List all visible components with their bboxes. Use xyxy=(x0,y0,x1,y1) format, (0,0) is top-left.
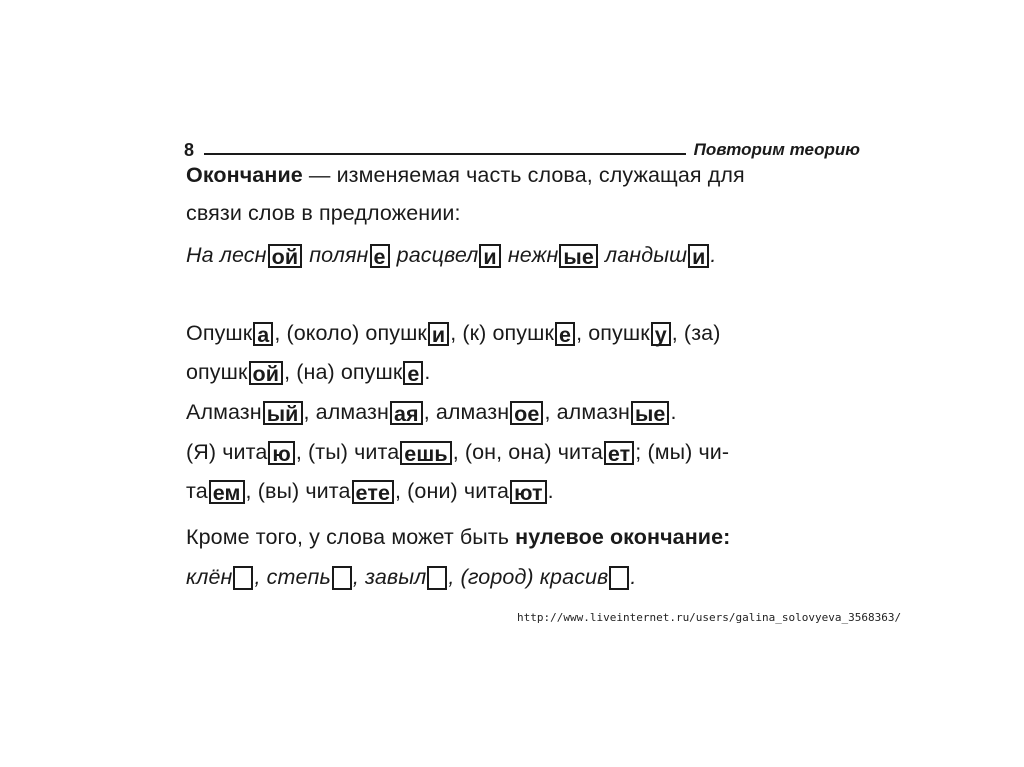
ending-box: е xyxy=(555,322,575,346)
word-stem: , (к) опушк xyxy=(450,321,554,345)
ending-box: ое xyxy=(510,401,543,425)
word-stem: , (около) опушк xyxy=(274,321,427,345)
word-stem: опушк xyxy=(186,360,248,384)
ending-box: и xyxy=(428,322,449,346)
verbs-line-1 xyxy=(186,437,729,467)
word-stem: та xyxy=(186,479,208,503)
word-stem: Опушк xyxy=(186,321,253,345)
word-stem: , (он, она) чита xyxy=(452,440,603,464)
word-stem: , алмазн xyxy=(303,400,389,424)
zero-ending-line-1 xyxy=(186,522,730,552)
ending-box: а xyxy=(253,322,273,346)
word-tail: , (за) xyxy=(671,321,721,345)
empty-ending-box xyxy=(609,566,629,590)
ending-box: ый xyxy=(263,401,303,425)
adjectives-line xyxy=(186,397,677,427)
ending-box: и xyxy=(479,244,500,268)
word-stem: , (на) опушк xyxy=(284,360,403,384)
ending-box: у xyxy=(651,322,671,346)
ending-box: ете xyxy=(352,480,394,504)
word-stem: клён xyxy=(186,565,233,589)
cases-line-1 xyxy=(186,318,720,348)
word-stem: , степь xyxy=(254,565,331,589)
word-stem: , (вы) чита xyxy=(245,479,351,503)
source-url: http://www.liveinternet.ru/users/galina_solovyeva_3568363/ xyxy=(517,611,902,624)
ending-box: ой xyxy=(268,244,303,268)
word-stem: нежн xyxy=(501,243,559,267)
definition-line-2 xyxy=(186,198,461,228)
empty-ending-box xyxy=(427,566,447,590)
word-stem: , завыл xyxy=(352,565,427,589)
ending-box: ем xyxy=(209,480,245,504)
word-stem: , алмазн xyxy=(423,400,510,424)
example-sentence xyxy=(186,240,716,270)
word-tail: ; (мы) чи- xyxy=(635,440,730,464)
cases-line-2 xyxy=(186,357,431,387)
ending-box: ют xyxy=(510,480,547,504)
punctuation: . xyxy=(424,360,431,384)
punctuation: . xyxy=(630,565,637,589)
ending-box: ая xyxy=(390,401,423,425)
ending-box: ю xyxy=(268,441,294,465)
ending-box: е xyxy=(370,244,390,268)
zero-ending-intro: Кроме того, у слова может быть xyxy=(186,525,516,549)
ending-box: и xyxy=(688,244,709,268)
punctuation: . xyxy=(670,400,677,424)
empty-ending-box xyxy=(233,566,253,590)
word-stem: расцвел xyxy=(390,243,479,267)
word-stem: полян xyxy=(303,243,369,267)
punctuation: . xyxy=(710,243,717,267)
definition-term: Окончание xyxy=(186,163,303,187)
ending-box: е xyxy=(403,361,423,385)
verbs-line-2 xyxy=(186,476,554,506)
ending-box: ешь xyxy=(400,441,451,465)
section-title: Повторим теорию xyxy=(693,140,860,159)
word-stem: , (город) красив xyxy=(448,565,609,589)
punctuation: . xyxy=(547,479,554,503)
word-stem: , (они) чита xyxy=(395,479,510,503)
word-stem: , (ты) чита xyxy=(295,440,400,464)
word-stem: , алмазн xyxy=(544,400,630,424)
word-stem: , опушк xyxy=(576,321,650,345)
ending-box: ой xyxy=(249,361,284,385)
zero-ending-term: нулевое окончание: xyxy=(515,525,731,549)
word-stem: ландыш xyxy=(598,243,688,267)
word-stem: (Я) чита xyxy=(186,440,268,464)
empty-ending-box xyxy=(332,566,352,590)
header-rule xyxy=(204,153,686,155)
ending-box: ые xyxy=(559,244,598,268)
page-number: 8 xyxy=(184,140,195,160)
word-stem: На лесн xyxy=(186,243,267,267)
page-header xyxy=(184,135,860,159)
definition-line-1 xyxy=(186,160,745,190)
ending-box: ет xyxy=(604,441,634,465)
zero-ending-examples xyxy=(186,562,636,592)
definition-text-2: связи слов в предложении: xyxy=(186,201,461,225)
word-stem: Алмазн xyxy=(186,400,262,424)
ending-box: ые xyxy=(631,401,670,425)
definition-text: — изменяемая часть слова, служащая для xyxy=(302,163,745,187)
